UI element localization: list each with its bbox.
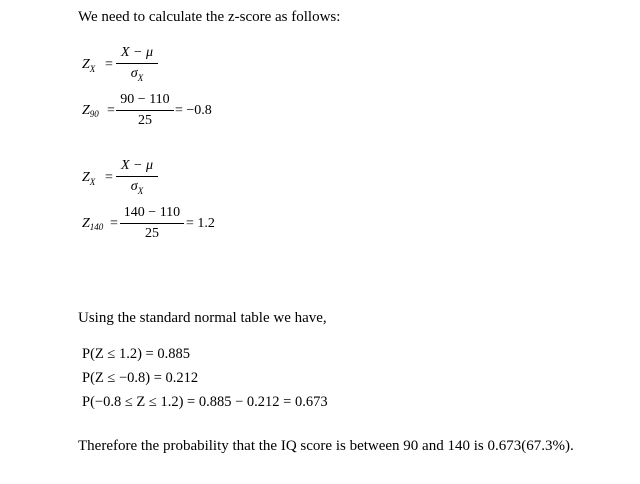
z140-fraction	[120, 205, 184, 242]
formula-2-sigma: σ	[130, 179, 138, 194]
z140-lhs-symbol: Z	[82, 216, 90, 231]
formula-1-fraction	[116, 45, 158, 82]
formula-1-lhs-subscript: X	[89, 64, 96, 74]
formula-1-sigma: σ	[130, 66, 138, 81]
z90-fraction-bar	[116, 110, 174, 111]
intro-text: We need to calculate the z-score as follows:	[78, 9, 341, 25]
probability-line-2: P(Z ≤ −0.8) = 0.212	[82, 370, 199, 386]
formula-2-denominator	[116, 179, 158, 195]
formula-2-equals: =	[105, 170, 113, 185]
conclusion-text: Therefore the probability that the IQ score is between 90 and 140 is 0.673(67.3%).	[78, 438, 574, 454]
z90-lhs-symbol: Z	[82, 103, 90, 118]
formula-2-numerator: X − μ	[120, 158, 154, 173]
formula-1-lhs-symbol: Z	[82, 57, 90, 72]
formula-2-lhs-subscript: X	[89, 177, 96, 187]
formula-2-fraction-bar	[116, 176, 158, 177]
z140-fraction-bar	[120, 223, 184, 224]
probability-line-3: P(−0.8 ≤ Z ≤ 1.2) = 0.885 − 0.212 = 0.673	[82, 394, 328, 410]
z90-lhs	[82, 103, 99, 119]
z90-result: = −0.8	[175, 103, 212, 118]
z140-denominator: 25	[145, 226, 159, 241]
formula-1-denominator	[116, 66, 158, 82]
probability-line-1: P(Z ≤ 1.2) = 0.885	[82, 346, 190, 362]
formula-2-lhs-symbol: Z	[82, 170, 90, 185]
formula-1-fraction-bar	[116, 63, 158, 64]
formula-1-lhs	[82, 57, 95, 73]
formula-1-numerator: X − μ	[120, 45, 154, 60]
z90-equals: =	[107, 103, 115, 118]
z90-lhs-subscript: 90	[89, 109, 99, 119]
z90-denominator: 25	[138, 113, 152, 128]
z140-lhs-subscript: 140	[89, 222, 104, 232]
formula-2-lhs	[82, 170, 95, 186]
formula-1-denominator-subscript: X	[137, 73, 144, 83]
z90-fraction	[116, 92, 174, 129]
table-intro-text: Using the standard normal table we have,	[78, 310, 327, 326]
z140-equals: =	[110, 216, 118, 231]
z140-result: = 1.2	[186, 216, 215, 231]
z90-numerator: 90 − 110	[120, 92, 170, 107]
formula-2-denominator-subscript: X	[137, 186, 144, 196]
formula-2-fraction	[116, 158, 158, 195]
formula-1-equals: =	[105, 57, 113, 72]
z140-numerator: 140 − 110	[123, 205, 181, 220]
z140-lhs	[82, 216, 103, 232]
